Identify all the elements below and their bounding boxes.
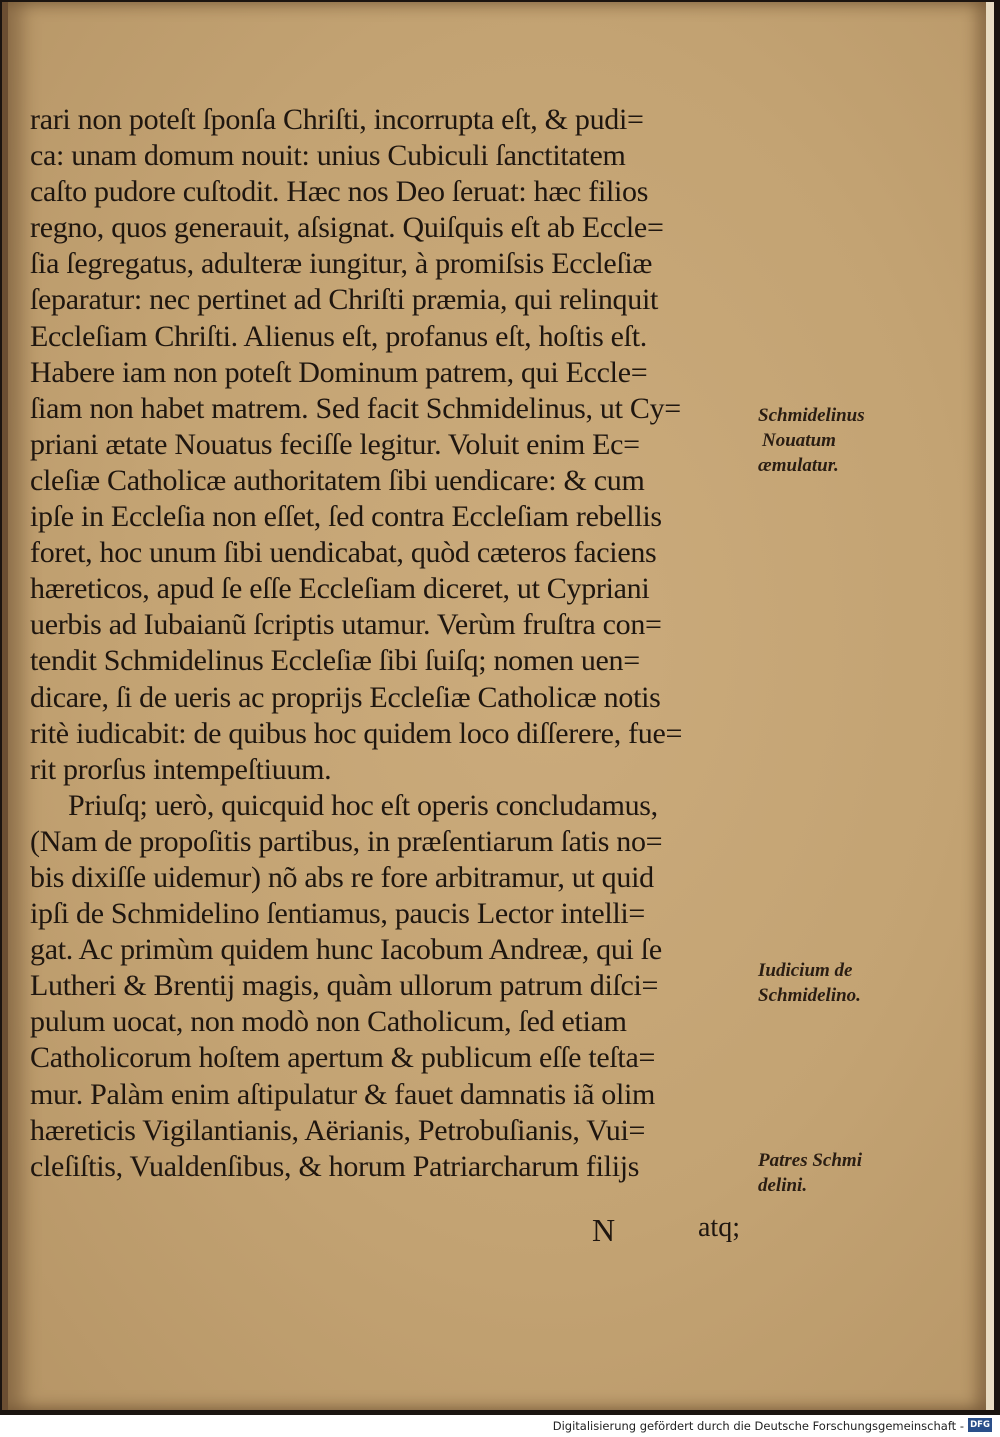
text-line: caſto pudore cuſtodit. Hæc nos Deo ſeruat: hæc filios <box>30 175 649 209</box>
page-footer-row <box>30 1212 758 1252</box>
text-line: ſeparatur: nec pertinet ad Chriſti præmia, qui relinquit <box>30 283 659 317</box>
margin-note-line: æmulatur. <box>758 455 839 476</box>
text-line: ipſi de Schmidelino ſentiamus, paucis Lector intelli= <box>30 897 646 931</box>
text-line: Eccleſiam Chriſti. Alienus eſt, profanus eſt, hoſtis eſt. <box>30 319 647 353</box>
text-line: foret, hoc unum ſibi uendicabat, quòd cæteros faciens <box>30 536 657 570</box>
margin-note-iudicium <box>758 958 861 1008</box>
paragraph-start-line: Priuſq; uerò, quicquid hoc eſt operis concludamus, <box>68 788 658 822</box>
margin-note-line: Schmidelinus <box>758 405 865 426</box>
margin-note-schmidelinus-novatum <box>758 403 865 478</box>
text-line: uerbis ad Iubaianũ ſcriptis utamur. Verùm fruſtra con= <box>30 608 662 642</box>
text-line: (Nam de propoſitis partibus, in præſentiarum ſatis no= <box>30 824 663 858</box>
page-right-edge <box>986 2 994 1410</box>
text-line: bis dixiſſe uidemur) nõ abs re fore arbitramur, ut quid <box>30 860 654 894</box>
text-line: pulum uocat, non modò non Catholicum, ſed etiam <box>30 1005 627 1039</box>
dfg-credit-text: Digitalisierung gefördert durch die Deutsche Forschungsgemeinschaft - <box>552 1419 964 1433</box>
text-line: ritè iudicabit: de quibus hoc quidem loco diſſerere, fue= <box>30 716 683 750</box>
page-left-edge <box>2 2 8 1410</box>
catchword: atq; <box>698 1212 740 1243</box>
text-line: ca: unam domum nouit: unius Cubiculi ſanctitatem <box>30 139 626 173</box>
text-line: dicare, ſi de ueris ac proprijs Eccleſiæ Catholicæ notis <box>30 680 661 714</box>
main-text-block <box>30 102 758 1185</box>
signature-mark: N <box>592 1212 616 1248</box>
margin-note-line: Patres Schmi <box>758 1150 862 1171</box>
text-line: rit prorſus intempeſtiuum. <box>30 752 332 786</box>
margin-note-patres <box>758 1148 862 1198</box>
dfg-logo-icon[interactable]: DFG <box>968 1418 992 1432</box>
text-line: Catholicorum hoſtem apertum & publicum eſſe teſta= <box>30 1041 656 1075</box>
text-line: hæreticis Vigilantianis, Aërianis, Petrobuſianis, Vui= <box>30 1113 646 1147</box>
text-line: regno, quos generauit, aſsignat. Quiſquis eſt ab Eccle= <box>30 211 664 245</box>
text-line: ſia ſegregatus, adulteræ iungitur, à promiſsis Eccleſiæ <box>30 247 653 281</box>
text-line: priani ætate Nouatus feciſſe legitur. Voluit enim Ec= <box>30 427 640 461</box>
text-line: ſiam non habet matrem. Sed facit Schmidelinus, ut Cy= <box>30 391 681 425</box>
text-line: hæreticos, apud ſe eſſe Eccleſiam diceret, ut Cypriani <box>30 572 650 606</box>
text-line: cleſiſtis, Vualdenſibus, & horum Patriarcharum filijs <box>30 1149 640 1183</box>
margin-note-line: Iudicium de <box>758 960 853 981</box>
text-line: gat. Ac primùm quidem hunc Iacobum Andreæ, qui ſe <box>30 933 662 967</box>
text-line: Lutheri & Brentij magis, quàm ullorum patrum diſci= <box>30 969 659 1003</box>
margin-note-line: Schmidelino. <box>758 985 861 1006</box>
margin-note-line: delini. <box>758 1175 808 1196</box>
text-line: rari non poteſt ſponſa Chriſti, incorrupta eſt, & pudi= <box>30 103 644 136</box>
text-line: Habere iam non poteſt Dominum patrem, qui Eccle= <box>30 355 648 389</box>
margin-note-line: Nouatum <box>762 430 836 451</box>
dfg-credit-bar <box>0 1415 1000 1437</box>
text-line: cleſiæ Catholicæ authoritatem ſibi uendicare: & cum <box>30 463 645 497</box>
text-line: tendit Schmidelinus Eccleſiæ ſibi ſuiſq; nomen uen= <box>30 644 640 678</box>
text-line: ipſe in Eccleſia non eſſet, ſed contra Eccleſiam rebellis <box>30 500 662 534</box>
text-line: mur. Palàm enim aſtipulatur & fauet damnatis iã olim <box>30 1077 656 1111</box>
